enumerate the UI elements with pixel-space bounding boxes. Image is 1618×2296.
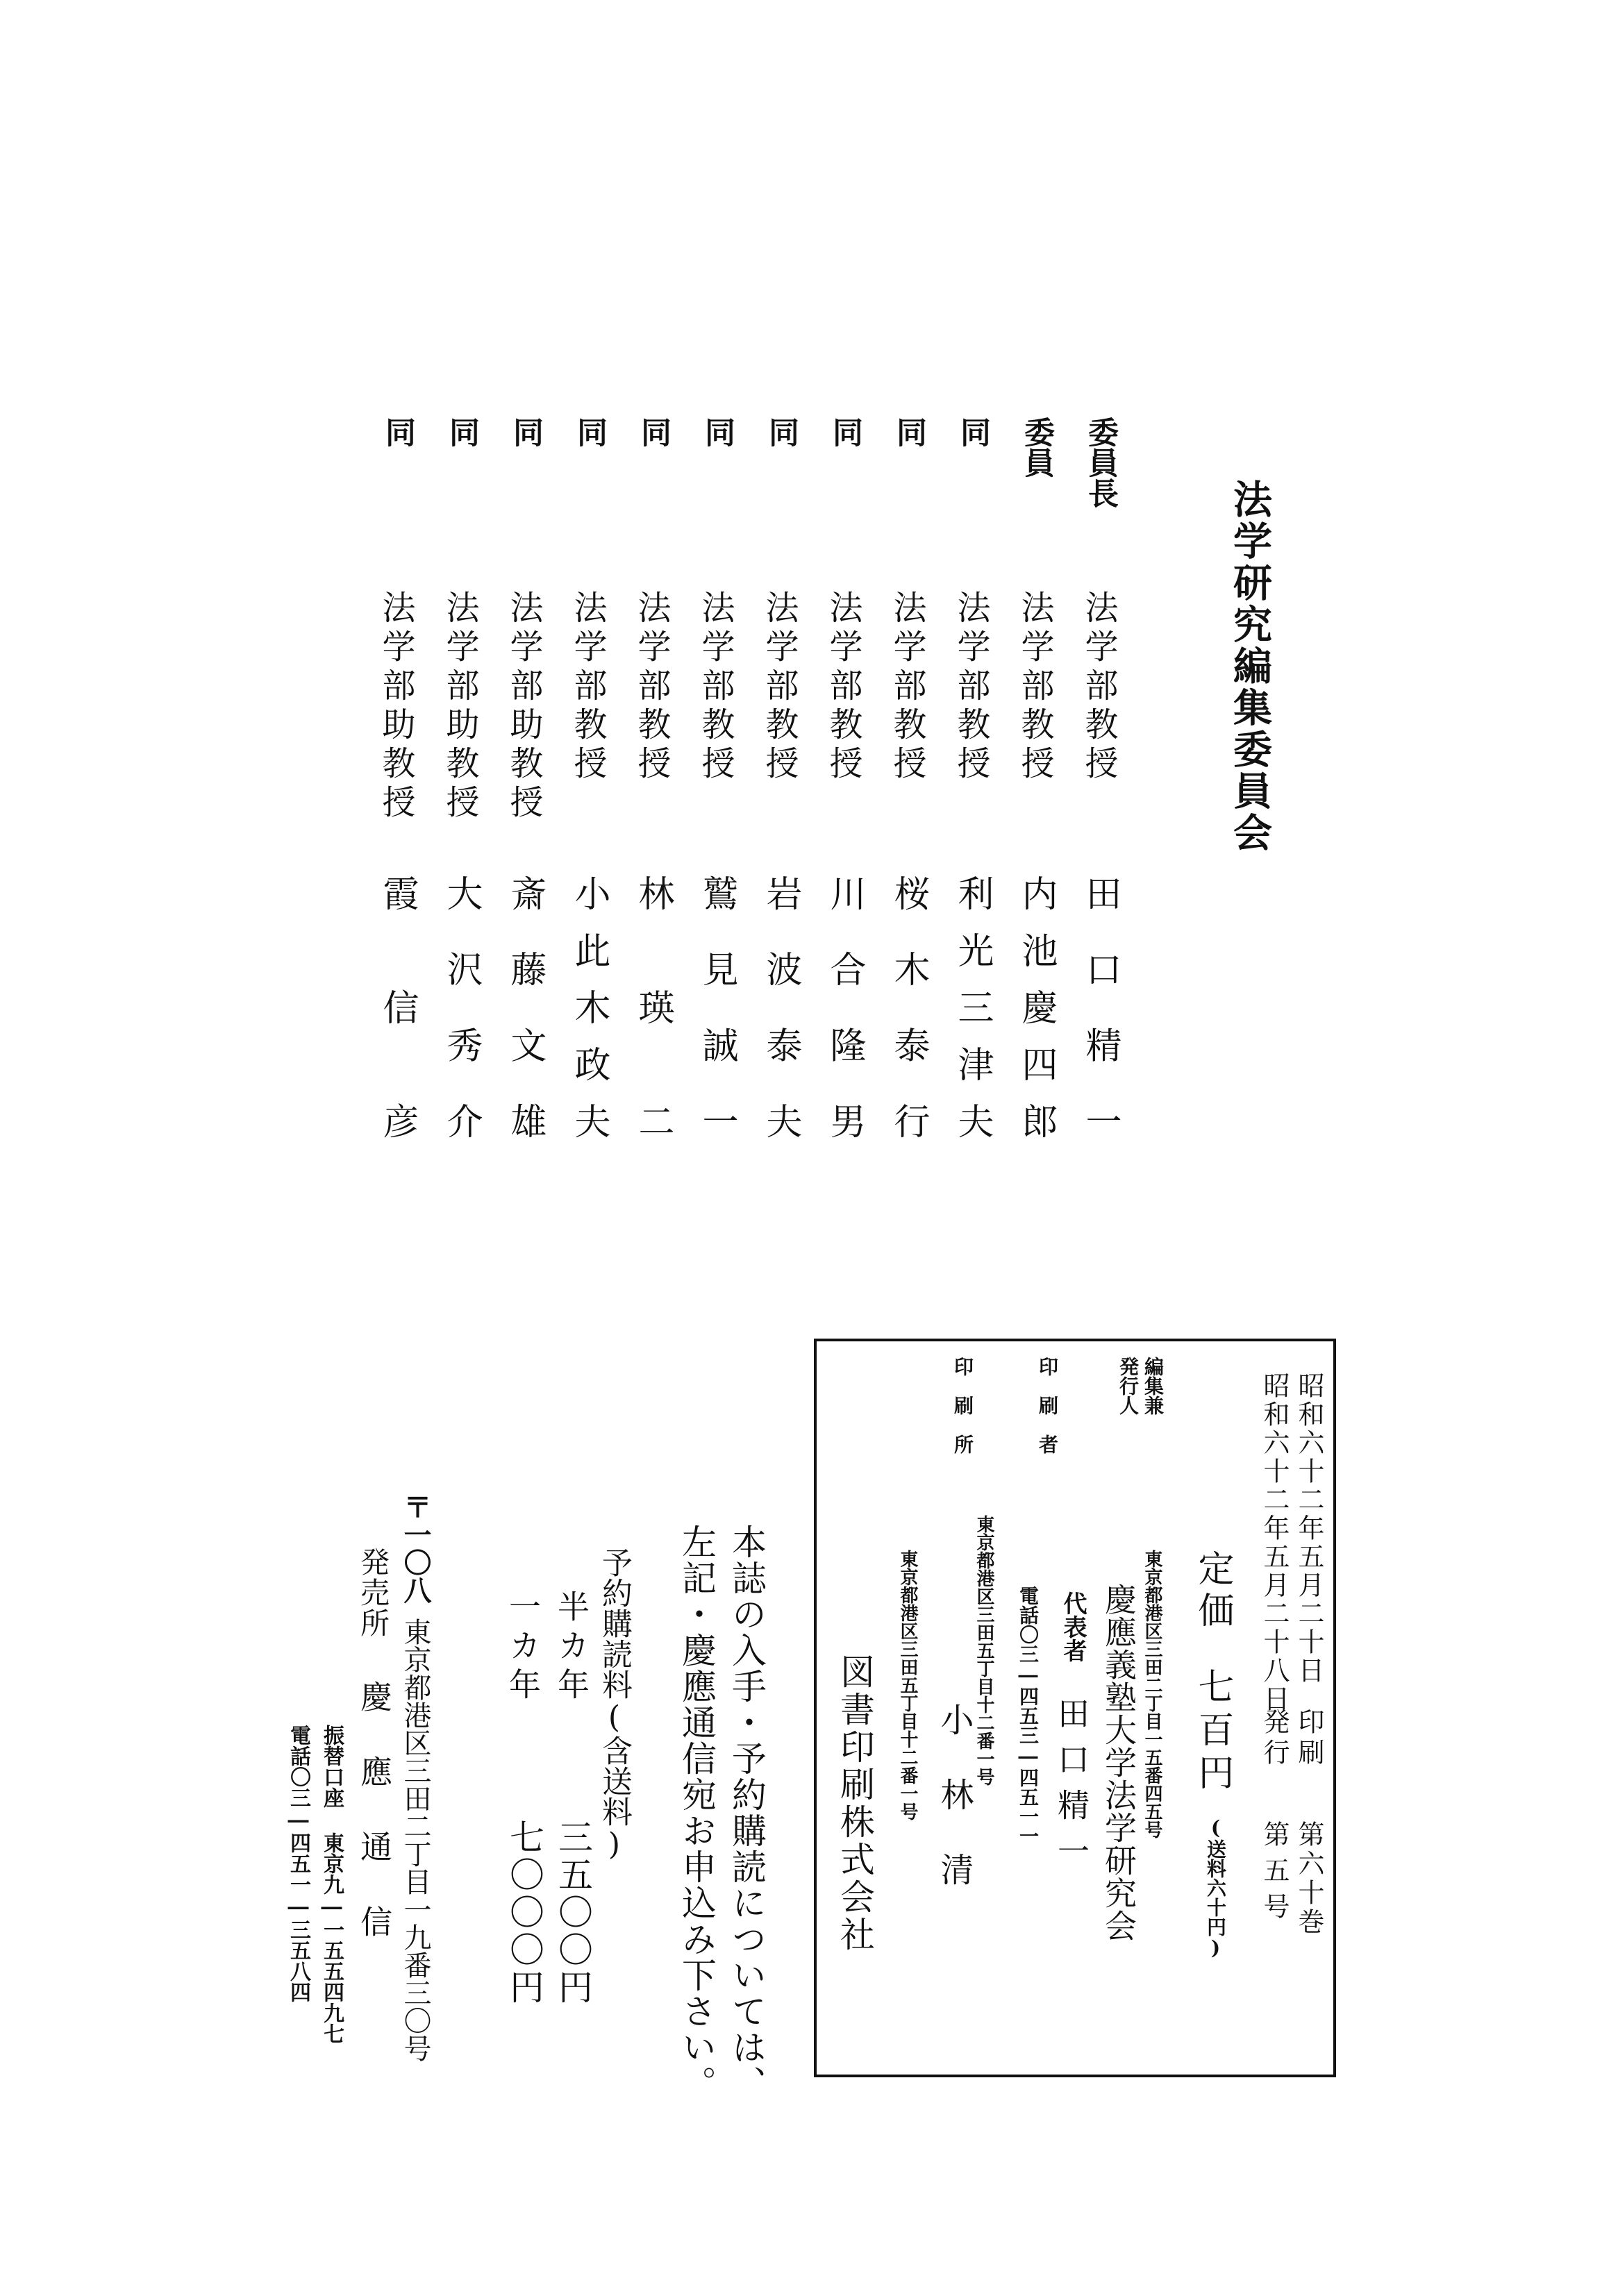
member-name: 霞信彦 xyxy=(376,875,418,1216)
price-value: 七百円 xyxy=(1192,1668,1233,1797)
member-role: 同 xyxy=(699,417,735,447)
printer-name: 小林清 xyxy=(935,1702,974,1927)
member-role: 同 xyxy=(827,417,862,447)
member-name: 林瑛二 xyxy=(632,875,674,1216)
member-role: 委員長 xyxy=(1083,417,1118,508)
issue-number: 第五号 xyxy=(1259,1820,1290,1929)
member-position: 法学部教授 xyxy=(887,590,926,785)
member-position: 法学部教授 xyxy=(632,590,671,785)
member-position: 法学部教授 xyxy=(824,590,862,785)
print-date: 昭和六十二年五月二十日 xyxy=(1294,1372,1324,1685)
seller-address: 東京都港区三田二丁目一九番三〇号 xyxy=(399,1618,431,2062)
member-role: 同 xyxy=(763,417,799,447)
member-position: 法学部教授 xyxy=(696,590,735,785)
editor-organization: 慶應義塾大学法学研究会 xyxy=(1100,1583,1137,1942)
committee-member xyxy=(757,417,810,1179)
member-name: 斎藤文雄 xyxy=(504,875,546,1179)
printer-label: 印刷者 xyxy=(1036,1357,1059,1473)
member-position: 法学部助教授 xyxy=(376,590,415,823)
committee-member xyxy=(501,417,554,1179)
member-name: 桜木泰行 xyxy=(887,875,929,1179)
committee-member xyxy=(693,417,746,1179)
half-year-label: 半カ年 xyxy=(553,1590,590,1707)
representative-label: 代表者 xyxy=(1059,1591,1087,1662)
committee-member xyxy=(437,417,490,1179)
committee-member xyxy=(1012,417,1065,1159)
member-position: 法学部教授 xyxy=(951,590,990,785)
member-name: 鷲見誠一 xyxy=(696,875,737,1179)
print-office-label: 印刷所 xyxy=(951,1357,974,1473)
print-office-name: 図書印刷株式会社 xyxy=(835,1654,875,1954)
full-year-label: 一カ年 xyxy=(504,1590,542,1707)
transfer-account: 振替口座 東京九―一五五四九七 xyxy=(319,1725,344,2044)
print-office-address: 東京都港区三田五丁目十二番一号 xyxy=(897,1550,918,1820)
half-year-price: 三五〇〇円 xyxy=(553,1819,593,2006)
publish-label: 発行 xyxy=(1259,1708,1290,1769)
editor-address: 東京都港区三田二丁目一五番四五号 xyxy=(1142,1550,1162,1838)
publish-date: 昭和六十二年五月二十八日 xyxy=(1259,1372,1290,1713)
seller-label: 発売所 xyxy=(356,1547,390,1639)
member-role: 同 xyxy=(444,417,479,447)
member-name: 利光三津夫 xyxy=(951,875,993,1159)
full-year-price: 七〇〇〇円 xyxy=(504,1819,544,2006)
postal-code: 〒一〇八 xyxy=(399,1493,432,1604)
representative-name: 田口精一 xyxy=(1053,1697,1090,1880)
member-name: 小此木政夫 xyxy=(568,875,610,1159)
member-role: 同 xyxy=(508,417,543,447)
member-role: 同 xyxy=(635,417,671,447)
subscription-notice-line1: 本誌の入手・予約購読については、 xyxy=(726,1524,767,2102)
member-position: 法学部助教授 xyxy=(440,590,479,823)
subscription-notice-line2: 左記・慶應通信宛お申込み下さい。 xyxy=(676,1524,717,2102)
editor-label-line2: 発行人 xyxy=(1117,1357,1140,1415)
member-role: 同 xyxy=(380,417,415,447)
price-label: 定価 xyxy=(1192,1550,1233,1633)
postage-note: (送料六十円) xyxy=(1204,1816,1227,1959)
colophon-box xyxy=(814,1339,1336,2077)
editor-phone: 電話〇三―四五三―四五一一 xyxy=(1017,1586,1040,1845)
member-position: 法学部教授 xyxy=(1015,590,1054,785)
seller-phone: 電話〇三―四五一―三五八四 xyxy=(286,1725,310,2002)
seller-name: 慶應通信 xyxy=(356,1680,393,1980)
committee-member xyxy=(1076,417,1129,1179)
print-label: 印刷 xyxy=(1294,1708,1324,1769)
member-position: 法学部教授 xyxy=(760,590,799,785)
committee-title: 法学研究編集委員会 xyxy=(1227,479,1273,854)
member-role: 同 xyxy=(572,417,607,447)
member-name: 田口精一 xyxy=(1079,875,1121,1179)
member-position: 法学部助教授 xyxy=(504,590,543,823)
committee-member xyxy=(949,417,1001,1159)
committee-member xyxy=(821,417,874,1179)
committee-member xyxy=(565,417,618,1159)
member-name: 内池慶四郎 xyxy=(1015,875,1057,1159)
member-role: 同 xyxy=(891,417,926,447)
member-position: 法学部教授 xyxy=(1079,590,1118,785)
member-name: 岩波泰夫 xyxy=(760,875,801,1179)
volume-number: 第六十巻 xyxy=(1294,1820,1324,1937)
member-role: 委員 xyxy=(1019,417,1054,478)
member-position: 法学部教授 xyxy=(568,590,607,785)
printer-address: 東京都港区三田五丁目十二番一号 xyxy=(974,1515,994,1786)
member-role: 同 xyxy=(955,417,990,447)
committee-member xyxy=(885,417,937,1179)
committee-member xyxy=(374,417,426,1216)
editor-label-line1: 編集兼 xyxy=(1142,1357,1165,1415)
member-name: 川合隆男 xyxy=(824,875,865,1179)
committee-member xyxy=(629,417,682,1216)
member-name: 大沢秀介 xyxy=(440,875,482,1179)
subscription-fee-title: 予約購読料(含送料) xyxy=(597,1547,632,1862)
